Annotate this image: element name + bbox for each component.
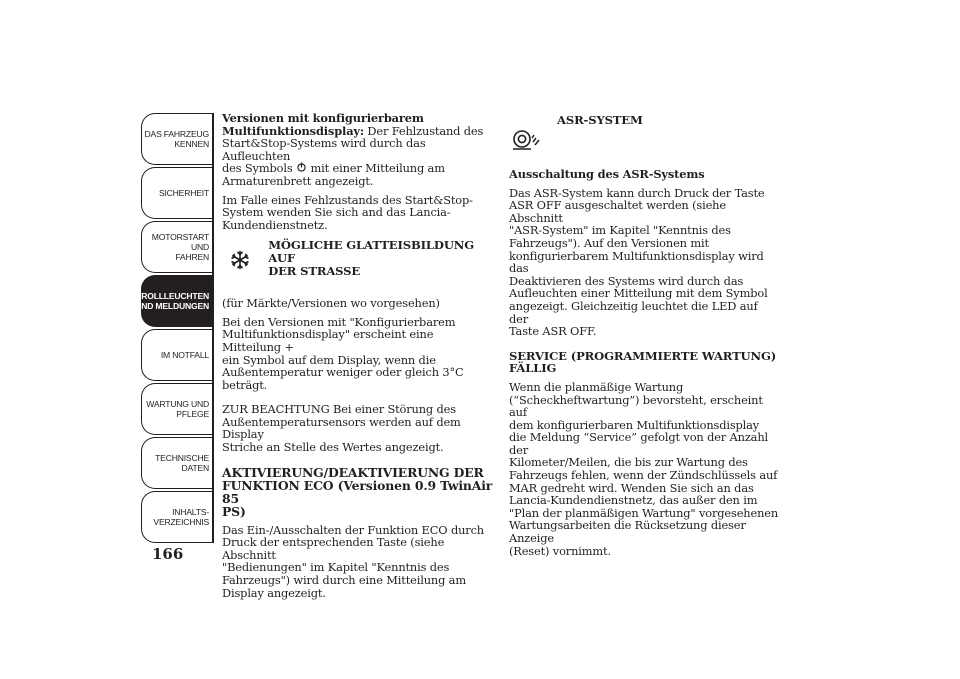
eco-heading: AKTIVIERUNG/DEAKTIVIERUNG DER FUNKTION ECO (Versionen 0.9 TwinAir 85 PS) (222, 464, 493, 519)
tab-inhaltsverzeichnis[interactable]: INHALTS- VERZEICHNIS (141, 491, 213, 543)
tab-wartung-und-pflege[interactable]: WARTUNG UND PFLEGE (141, 383, 213, 435)
tab-technische-daten[interactable]: TECHNISCHE DATEN (141, 437, 213, 489)
service-paragraph: Wenn die planmäßige Wartung (“Scheckheftwartung”) bevorsteht, erscheint auf dem konfigurierbaren Multifunktionsdisplay die Meldung “Service” gefolgt von der Anzahl der Kilometer/Meilen, die bis zur Wartung des Fahrzeugs fehlen, wenn der Zündschlüssels auf MAR gedreht wird. Wenden Sie sich an das Lancia-Kundendienstnetz, das außer den im "Plan der planmäßigen Wartung" vorgesehenen Wartungsarbeiten die Rücksetzung dieser Anzeige (Reset) vornimmt. (509, 379, 779, 558)
tab-motorstart-und-fahren[interactable]: MOTORSTART UND FAHREN (141, 221, 213, 273)
tab-im-notfall[interactable]: IM NOTFALL (141, 329, 213, 381)
ice-heading: MÖGLICHE GLATTEISBILDUNG AUF DER STRASSE (268, 238, 474, 278)
eco-paragraph: Das Ein-/Ausschalten der Funktion ECO durch Druck der entsprechenden Taste (siehe Abschnitt "Bedienungen" im Kapitel "Kenntnis des Fahrzeugs") wird durch eine Mitteilung am Display angezeigt. (222, 522, 484, 600)
asr-skid-icon (511, 126, 541, 152)
right-column (509, 112, 779, 557)
sensor-note: ZUR BEACHTUNG Bei einer Störung des Außentemperatursensors werden auf dem Display Striche an Stelle des Wertes angezeigt. (222, 402, 461, 455)
snowflake-icon (230, 250, 250, 270)
markets-note: (für Märkte/Versionen wo vorgesehen) (222, 296, 440, 311)
asr-heading: ASR-SYSTEM (557, 113, 643, 127)
service-heading: SERVICE (PROGRAMMIERTE WARTUNG) FÄLLIG (509, 348, 777, 376)
left-column (222, 112, 494, 599)
ice-warning-section (222, 239, 494, 277)
sidebar-divider (212, 113, 214, 543)
asr-section (509, 112, 779, 156)
asr-subheading: Ausschaltung des ASR-Systems (509, 167, 705, 181)
intro-paragraph: Versionen mit konfigurierbarem Multifunktionsdisplay: Der Fehlzustand des Start&Stop-Systems wird durch das Aufleuchten des Symbols mit einer Mitteilung am Armaturenbrett angezeigt. (222, 111, 484, 188)
ice-paragraph: Bei den Versionen mit "Konfigurierbarem Multifunktionsdisplay" erscheint eine Mitteilung + ein Symbol auf dem Display, wenn die Außentemperatur weniger oder gleich 3°C beträgt. (222, 314, 464, 392)
page-number: 166 (152, 545, 184, 563)
asr-paragraph: Das ASR-System kann durch Druck der Taste ASR OFF ausgeschaltet werden (siehe Abschnitt "ASR-System" im Kapitel "Kenntnis des Fahrzeugs"). Auf den Versionen mit konfigurierbarem Multifunktionsdisplay wird das Deaktivieren des Systems wird durch das Aufleuchten einer Mitteilung mit dem Symbol angezeigt. Gleichzeitig leuchtet die LED auf der Taste ASR OFF. (509, 185, 768, 339)
tab-sicherheit[interactable]: SICHERHEIT (141, 167, 213, 219)
fault-paragraph: Im Falle eines Fehlzustands des Start&Stop- System wenden Sie sich and das Lancia- Kundendienstnetz. (222, 192, 473, 232)
start-stop-warning-icon (297, 162, 306, 173)
tab-kontrollleuchten-und-meldungen[interactable]: KONTROLLLEUCHTEN UND MELDUNGEN (141, 275, 213, 327)
tab-das-fahrzeug-kennen[interactable]: DAS FAHRZEUG KENNEN (141, 113, 213, 165)
